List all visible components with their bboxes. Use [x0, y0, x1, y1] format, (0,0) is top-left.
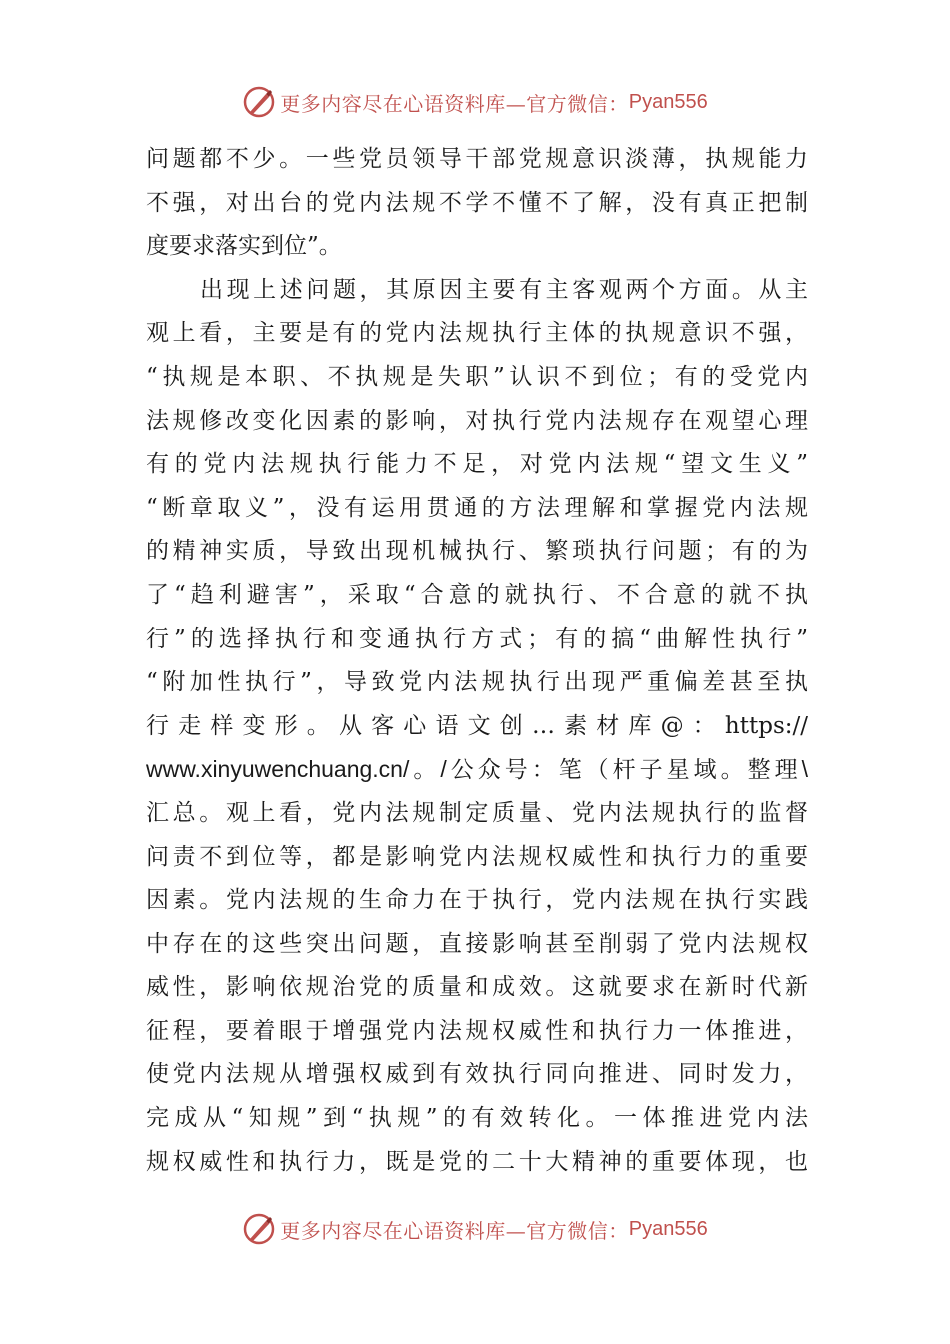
body-line: 有的党内法规执行能力不足，对党内法规“望文生义” [146, 451, 808, 478]
footer-ad-text: 更多内容尽在心语资料库—官方微信： [280, 1218, 629, 1243]
body-line: 规权威性和执行力，既是党的二十大精神的重要体现，也 [146, 1148, 808, 1175]
body-line: 因素。党内法规的生命力在于执行，党内法规在执行实践 [146, 887, 808, 914]
body-line: 法规修改变化因素的影响，对执行党内法规存在观望心理 [146, 407, 808, 434]
body-line: 观上看，主要是有的党内法规执行主体的执规意识不强， [146, 320, 808, 347]
body-line: “附加性执行”，导致党内法规执行出现严重偏差甚至执 [146, 669, 808, 696]
body-line: 使党内法规从增强权威到有效执行同向推进、同时发力， [146, 1061, 808, 1088]
pen-logo-icon [242, 1212, 276, 1246]
body-line: 中存在的这些突出问题，直接影响甚至削弱了党内法规权 [146, 930, 808, 957]
body-line: 的精神实质，导致出现机械执行、繁琐执行问题；有的为 [146, 538, 808, 565]
body-line: 征程，要着眼于增强党内法规权威性和执行力一体推进， [146, 1017, 808, 1044]
pen-logo-icon [242, 85, 276, 119]
document-body [146, 138, 808, 1184]
footer-ad-id: Pyan556 [628, 1217, 708, 1240]
header-ad-text: 更多内容尽在心语资料库—官方微信： [280, 91, 629, 116]
body-line: 完成从“知规”到“执规”的有效转化。一体推进党内法 [146, 1105, 808, 1132]
body-line: “断章取义”，没有运用贯通的方法理解和掌握党内法规 [146, 494, 808, 521]
body-line: 汇总。观上看，党内法规制定质量、党内法规执行的监督 [146, 799, 808, 826]
footer-banner [0, 1209, 950, 1249]
body-line: 问题都不少。一些党员领导干部党规意识淡薄，执规能力 [146, 146, 808, 172]
body-line: 行”的选择执行和变通执行方式；有的搞“曲解性执行” [146, 625, 808, 652]
body-line: 行走样变形。从客心语文创…素材库@：https:// [146, 712, 808, 739]
body-line: 出现上述问题，其原因主要有主客观两个方面。从主 [200, 276, 808, 303]
header-ad-id: Pyan556 [628, 90, 708, 113]
body-line: 不强，对出台的党内法规不学不懂不了解，没有真正把制 [146, 189, 808, 216]
body-line: 问责不到位等，都是影响党内法规权威性和执行力的重要 [146, 843, 808, 870]
body-line: 威性，影响依规治党的质量和成效。这就要求在新时代新 [146, 974, 808, 1001]
header-banner [0, 82, 950, 122]
body-line: 度要求落实到位”。 [146, 233, 342, 260]
body-line: 了“趋利避害”，采取“合意的就执行、不合意的就不执 [146, 581, 808, 608]
body-line-url: www.xinyuwenchuang.cn/。/公众号：笔（杆子星域。整理\ [146, 756, 808, 783]
body-line: “执规是本职、不执规是失职”认识不到位；有的受党内 [146, 363, 808, 390]
